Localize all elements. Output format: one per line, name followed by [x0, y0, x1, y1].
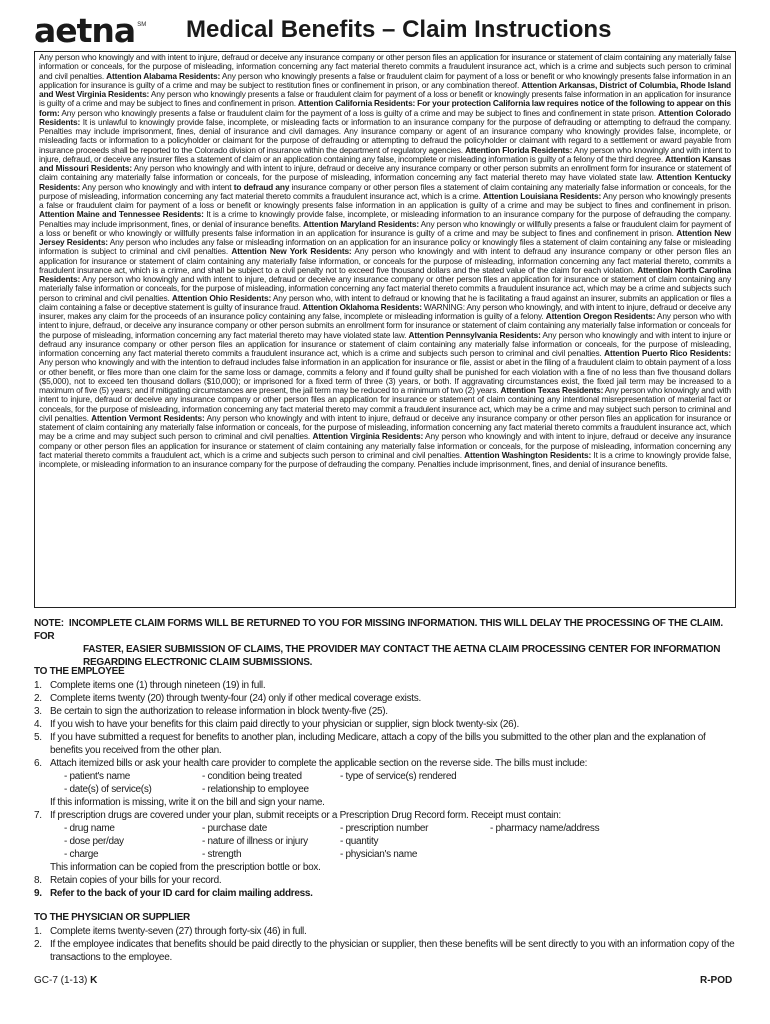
requirement-item: - relationship to employee: [202, 783, 340, 796]
list-item: [34, 874, 740, 887]
requirement-item: - patient's name: [64, 770, 202, 783]
state-residents-heading: Attention Oklahoma Residents:: [302, 301, 422, 312]
requirement-item: - quantity: [340, 835, 490, 848]
item-text: This information can be copied from the prescription bottle or box.: [50, 862, 321, 873]
state-residents-heading: Attention Washington Residents:: [464, 449, 592, 460]
list-item: [34, 731, 740, 757]
item-number: 2.: [34, 939, 42, 950]
item6-bill-requirements: [34, 770, 740, 796]
state-residents-heading: Attention Texas Residents:: [500, 385, 604, 395]
receipt-requirements-grid: [34, 822, 740, 861]
notice-text-run: Any person who knowingly and with intent to injure or defraud any insurance company or other person files an application for insurance or statement of claim containing any materially false information or conceals, for the purpose of misleading, information concerning any fact material thereto commits a fraudulent insurance act, which is a crime and subjects such person to criminal and civil penalties.: [39, 329, 731, 358]
item-number: 8.: [34, 875, 42, 886]
list-item: [34, 809, 740, 822]
list-item: [34, 887, 740, 900]
notice-text-run: Any person who knowingly and with intent to injure, defraud or deceive any insurance company or other person files an application for insurance or statement of claim containing any materially false information or conceals, for the purpose of misleading, information concerning any fact material thereto commits a fraudulent insurance act, which may be a crime and may subject such person to criminal and civil penalties.: [39, 412, 732, 442]
notice-text-run: Any person who knowingly and with intent to injure, defraud or deceive any insurance company or other person files an application for insurance or statement of claim containing any materially false information or conceals, for the purpose of misleading, information concerning any fact material thereto commits a fraudulent act, which is a crime and subjects such person to criminal and civil penalties.: [39, 431, 731, 460]
note-label: NOTE:: [34, 618, 64, 629]
item-text: If prescription drugs are covered under your plan, submit receipts or a Prescription Drug Record form. Receipt must contain:: [50, 810, 561, 821]
notice-text-run: Any person who, with intent to defraud or knowing that he is facilitating a fraud against an insurer, submits an application or files a claim containing a false or deceptive statement is guilty of insurance fraud.: [39, 292, 731, 312]
requirement-item: - dose per/day: [64, 835, 202, 848]
state-residents-heading: Attention Maryland Residents:: [303, 218, 420, 229]
notice-text-run: Any person who knowingly presents a false or fraudulent claim for payment of a loss or benefit or knowingly presents false information in an application for insurance is guilty of a crime and may be subject to fines and confinement in prison.: [39, 89, 731, 109]
item-number: 9.: [34, 888, 42, 899]
list-item-continuation: [34, 861, 740, 874]
note-line-3: REGARDING ELECTRONIC CLAIM SUBMISSIONS.: [83, 657, 313, 668]
state-residents-heading: Attention Virginia Residents:: [312, 431, 424, 442]
requirement-item: - nature of illness or injury: [202, 835, 340, 848]
notice-text-run: Any person who knowingly and with intent to injure, defraud, or deceive any insurer files a statement of claim or an application containing any false, incomplete or misleading information is guilty of a felony of the third degree.: [39, 144, 731, 164]
item-text: Complete items twenty (20) through twenty-four (24) only if other medical coverage exists.: [50, 693, 421, 704]
notice-text-run: Any person who knowingly presents a false or fraudulent claim for the payment of a loss is guilty of a crime and may be subject to fines and confinement in state prison.: [59, 107, 659, 118]
notice-text-run: WARNING: Any person who knowingly, and with intent to injure, defraud or deceive any insurer, makes any claim for the proceeds of an insurance policy containing any false, incomplete or misleading information is guilty of a felony.: [39, 301, 731, 321]
requirement-item: - purchase date: [202, 822, 340, 835]
requirement-item: - date(s) of service(s): [64, 783, 202, 796]
grid-spacer: [490, 835, 630, 848]
notice-text-run: Any person who knowingly and with the intention to defraud includes false information in an application for insurance or file, assist or abet in the filing of a fraudulent claim to obtain payment of a loss or other benefit, or files more than one claim for the same loss or damage, commits a felony and if found guilty shall be punished for each violation with a fine of no less than five thousand dollars ($5,000), not to exceed ten thousand dollars ($10,000); or imprisoned for a fixed term of three (3) years, or both. If aggravating circumstances exist, the fixed jail term may be increased to a maximum of five (5) years; and if mitigating circumstances are present, the jail term may be reduced to a minimum of two (2) years.: [39, 357, 731, 395]
state-residents-heading: Attention Louisiana Residents:: [482, 190, 602, 201]
requirement-item: - strength: [202, 848, 340, 861]
state-residents-heading: Attention New York Residents:: [231, 246, 352, 257]
notice-text-run: Any person who knowingly or willfully presents a false or fraudulent claim for payment of a loss or benefit or who knowingly or willfully presents false information in an application for insurance is guilty of a crime and may be subject to fines and confinement in prison.: [39, 218, 731, 238]
bill-requirements-grid: [34, 770, 740, 796]
list-item-continuation: [34, 796, 740, 809]
item-number: 3.: [34, 706, 42, 717]
item-number: 1.: [34, 680, 42, 691]
notice-text-run: Any person who knowingly and with intent to injure, defraud or deceive any insurance company or other person files an application for insurance or statement of claim containing any intentional misrepresentation of material fact or conceals, for the purpose of misleading, information concerning any fact material thereto may commit a fraudulent insurance act, which may be a crime and may subject such person to criminal and civil penalties.: [39, 385, 731, 423]
list-item: [34, 692, 740, 705]
state-residents-heading: Attention Florida Residents:: [464, 144, 573, 155]
state-residents-heading: Attention Colorado Residents:: [39, 107, 731, 127]
item-text: If you have submitted a request for benefits to another plan, including Medicare, attach a copy of the bills you submitted to the other plan and the explanation of benefits you received from the other plan.: [50, 732, 706, 756]
state-residents-heading: Attention New Jersey Residents:: [39, 227, 731, 247]
logo-wordmark: aetna: [34, 11, 136, 50]
state-residents-heading: to defraud any: [233, 181, 290, 192]
form-suffix: K: [90, 975, 98, 986]
fraud-notice-text: [39, 53, 731, 469]
notice-text-run: Any person who knowingly presents a false or fraudulent claim for payment of a loss or benefit or knowingly presents false information in an application is guilty of a crime and may be subject to fines and confinement in prison.: [39, 190, 731, 210]
item-text: If this information is missing, write it on the bill and sign your name.: [50, 797, 325, 808]
item-text: If you wish to have your benefits for this claim paid directly to your physician or supplier, sign block twenty-six (26).: [50, 719, 519, 730]
item-number: 1.: [34, 926, 42, 937]
notice-text-run: Any person who knowingly and with intent to defraud any insurance company or other person files an application for insurance or statement of claim containing any materially false information, or conceals for the purpose of misleading, information concerning any fact material thereto, commits a fraudulent insurance act, which is a crime, and shall be subject to a civil penalty not to exceed five thousand dollars and the stated value of the claim for each violation.: [39, 246, 731, 275]
requirement-item: - prescription number: [340, 822, 490, 835]
state-residents-heading: Attention Maine and Tennessee Residents:: [39, 209, 204, 220]
page-title: Medical Benefits – Claim Instructions: [186, 16, 612, 43]
state-residents-heading: Attention Arkansas, District of Columbia, Rhode Island and West Virginia Residents:: [39, 79, 731, 99]
list-item: [34, 757, 740, 770]
state-residents-heading: Attention Vermont Residents:: [91, 412, 205, 423]
item-text: Attach itemized bills or ask your health care provider to complete the applicable section on the reverse side. The bills must include:: [50, 758, 588, 769]
form-code: [34, 975, 97, 987]
item-number: 6.: [34, 758, 42, 769]
requirement-item: - physician's name: [340, 848, 490, 861]
item-number: 7.: [34, 810, 42, 821]
requirement-item: - drug name: [64, 822, 202, 835]
item-text: Be certain to sign the authorization to release information in block twenty-five (25).: [50, 706, 388, 717]
requirement-item: - type of service(s) rendered: [340, 770, 540, 783]
item-text: Complete items one (1) through nineteen (19) in full.: [50, 680, 266, 691]
item-text: Complete items twenty-seven (27) through forty-six (46) in full.: [50, 926, 307, 937]
notice-text-run: Any person who includes any false or misleading information on an application for an insurance policy or knowingly files a statement of claim containing any false or misleading information is subject to criminal and civil penalties.: [39, 237, 731, 257]
item7-receipt-requirements: [34, 822, 740, 861]
notice-text-run: Any person who knowingly and with intent to injure, defraud or deceive any insurance company or other person files an application for insurance or statement of claim containing any materially false information or conceals, for the purpose of misleading, information concerning any fact material thereto commits a fraudulent insurance act, which may be a crime and subjects such person to criminal and civil penalties.: [39, 274, 731, 303]
list-item: [34, 938, 740, 964]
notice-text-run: Any person who with intent to injure, defraud, or deceive any insurance company or other person submits an enrollment form for insurance or statement of claim containing any materially false information or conceals for the purpose of misleading, information concerning any fact material thereto may have violated state law.: [39, 311, 732, 340]
requirement-item: - pharmacy name/address: [490, 822, 630, 835]
notice-text-run: Any person who knowingly and with intent to injure, defraud or deceive any insurance company or other person files an application for insurance or statement of claim containing any materially false information or conceals, for the purpose of misleading, information concerning any fact material thereto commits a fraudulent insurance act, which is a crime and subjects such person to criminal and civil penalties.: [39, 52, 731, 81]
requirement-item: - condition being treated: [202, 770, 340, 783]
note-line-1: INCOMPLETE CLAIM FORMS WILL BE RETURNED TO YOU FOR MISSING INFORMATION. THIS WILL DELAY THE PROCESSING OF THE CLAIM. FOR: [34, 618, 723, 642]
notice-text-run: insurance company or other person files a statement of claim containing any materially false information or conceals, for the purpose of misleading, information concerning any fact material thereto commits a fraudulent insurance act, which is a crime.: [39, 181, 731, 201]
state-residents-heading: Attention Ohio Residents:: [171, 292, 272, 303]
list-item: [34, 705, 740, 718]
physician-list: [34, 925, 740, 964]
note-line-2: FASTER, EASIER SUBMISSION OF CLAIMS, THE PROVIDER MAY CONTACT THE AETNA CLAIM PROCESSING CENTER FOR INFORMATION: [83, 644, 721, 655]
requirement-item: - charge: [64, 848, 202, 861]
notice-text-run: Any person who knowingly presents a false or fraudulent claim for payment of a loss or benefit or who knowingly presents false information in an application for insurance is guilty of a crime and may be subject to restitution fines or confinement in prison, or any combination thereof.: [39, 70, 731, 90]
item-text: Refer to the back of your ID card for claim mailing address.: [50, 888, 313, 899]
physician-section: [34, 911, 740, 964]
note-block: [34, 617, 740, 669]
state-residents-heading: Attention North Carolina Residents:: [39, 264, 731, 284]
state-residents-heading: Attention Puerto Rico Residents:: [604, 348, 731, 358]
fraud-notice-box: [34, 51, 736, 608]
item-number: 5.: [34, 732, 42, 743]
form-right-code: R-POD: [700, 975, 733, 986]
item-text: Retain copies of your bills for your record.: [50, 875, 222, 886]
item-number: 2.: [34, 693, 42, 704]
employee-heading: TO THE EMPLOYEE: [34, 666, 125, 677]
state-residents-heading: Attention Alabama Residents:: [106, 70, 221, 81]
form-number: GC-7 (1-13): [34, 975, 88, 986]
list-item: [34, 718, 740, 731]
item-number: 4.: [34, 719, 42, 730]
notice-text-run: Any person who knowingly and with intent: [80, 181, 234, 192]
notice-text-run: It is unlawful to knowingly provide false, incomplete, or misleading facts or information to an insurance company for the purpose of defrauding or attempting to defraud the company. Penalties may include imprisonment, fines, denial of insurance and civil damages. Any insurance company or agent of an insurance company who knowingly provides false, incomplete, or misleading facts or information to a policyholder or claimant for the purpose of defrauding or attempting to defraud the policyholder or claimant with regard to a settlement or award payable from insurance proceeds shall be reported to the Colorado division of insurance within the department of regulatory agencies.: [39, 116, 731, 155]
notice-text-run: It is a crime to knowingly provide false, incomplete, or misleading information to an insurance company for the purpose of defrauding the company. Penalties may include imprisonment, fines, or denial of insurance benefits.: [39, 209, 732, 229]
page-header: [34, 11, 738, 50]
state-residents-heading: Attention Oregon Residents:: [545, 311, 656, 321]
item-text: If the employee indicates that benefits should be paid directly to the physician or supplier, then these benefits will be sent directly to you with an information copy of the transactions to the employee.: [50, 939, 735, 963]
state-residents-heading: Attention Kentucky Residents:: [39, 172, 731, 192]
notice-text-run: It is a crime to knowingly provide false, incomplete, or misleading information to an insurance company for the purpose of defrauding the company. Penalties include imprisonment, fines, and denial of insurance benefits.: [39, 449, 732, 469]
physician-heading: TO THE PHYSICIAN OR SUPPLIER: [34, 912, 190, 923]
logo-service-mark: SM: [137, 22, 147, 28]
state-residents-heading: Attention California Residents: For your protection California law requires notice of the following to appear on this form:: [39, 98, 731, 118]
aetna-logo: [34, 11, 147, 50]
state-residents-heading: Attention Pennsylvania Residents:: [408, 329, 541, 340]
list-item: [34, 679, 740, 692]
employee-list: [34, 679, 740, 900]
notice-text-run: Any person who knowingly and with intent to injure, defraud or deceive any insurance company or other person submits an enrollment form for insurance or statement of claim containing any materially false information or conceals, for the purpose of misleading, information concerning any fact material thereto may have violated state law.: [39, 163, 731, 183]
list-item: [34, 925, 740, 938]
employee-section: [34, 665, 740, 900]
state-residents-heading: Attention Kansas and Missouri Residents:: [39, 153, 731, 173]
